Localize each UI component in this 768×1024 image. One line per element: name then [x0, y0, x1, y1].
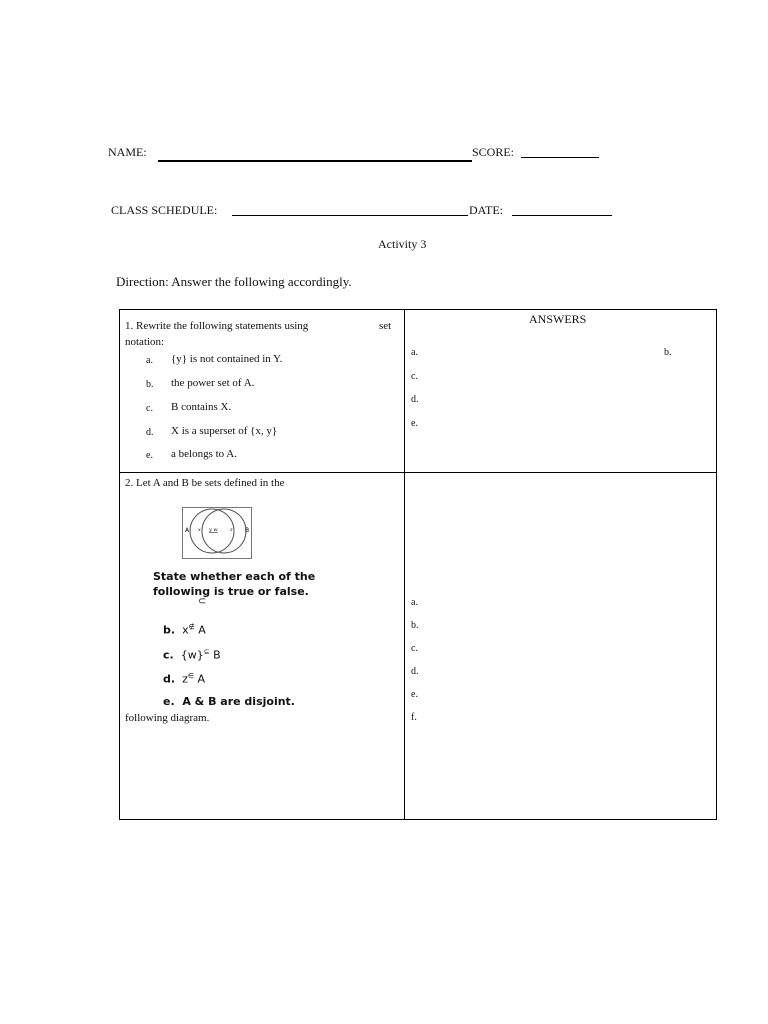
score-label: SCORE: — [472, 145, 515, 159]
answer-letter: f. — [411, 712, 417, 723]
class-schedule-field-line[interactable] — [232, 203, 468, 216]
answer-letter: e. — [411, 689, 418, 700]
class-schedule-label: CLASS SCHEDULE: — [111, 203, 218, 217]
q2-item-pre: {w} — [180, 648, 204, 662]
q2-item — [163, 695, 295, 708]
q2-item-letter: c. — [163, 648, 174, 662]
venn-element-yw: y w — [209, 527, 218, 533]
q2-item-pre: z — [182, 672, 188, 686]
subset-symbol: ⊂ — [198, 596, 207, 607]
date-label: DATE: — [469, 203, 503, 217]
q2-prompt-end: following diagram. — [125, 712, 210, 724]
answers-header: ANSWERS — [529, 312, 587, 326]
q2-item-pre: A & B are disjoint. — [182, 695, 295, 708]
venn-diagram — [182, 507, 252, 559]
answer-letter: a. — [411, 597, 418, 608]
venn-label-a: A — [185, 527, 190, 534]
q2-item-letter: b. — [163, 623, 176, 637]
q1-item-text: X is a superset of {x, y} — [171, 425, 278, 437]
q2-item — [163, 672, 205, 686]
q1-item-text: a belongs to A. — [171, 448, 237, 460]
date-field-line[interactable] — [512, 203, 612, 216]
q1-item-letter: e. — [146, 450, 153, 461]
q1-item-letter: b. — [146, 379, 154, 390]
score-field-line[interactable] — [521, 145, 599, 158]
q2-item-post: A — [198, 623, 206, 637]
q2-item-symbol: ⊆ — [203, 648, 210, 656]
column-divider — [404, 309, 405, 819]
q2-prompt: 2. Let A and B be sets defined in the — [125, 477, 285, 489]
answer-letter: d. — [411, 666, 419, 677]
q2-item-letter: d. — [163, 672, 176, 686]
venn-element-z: z — [230, 527, 233, 533]
answer-letter: d. — [411, 394, 419, 405]
answer-letter: a. — [411, 347, 418, 358]
venn-element-x: x — [198, 527, 201, 533]
name-label: NAME: — [108, 145, 147, 159]
q1-prompt-set: set — [379, 320, 392, 332]
direction-text: Direction: Answer the following accordingly. — [116, 274, 352, 289]
activity-title: Activity 3 — [378, 237, 427, 251]
q2-item-post: A — [197, 672, 205, 686]
q1-item-text: the power set of A. — [171, 377, 255, 389]
answer-letter: b. — [411, 620, 419, 631]
q2-item-pre: x — [182, 623, 189, 637]
q2-item-letter: e. — [163, 695, 175, 708]
q1-item-text: {y} is not contained in Y. — [171, 353, 283, 365]
answer-letter: b. — [664, 347, 672, 358]
answer-letter: e. — [411, 418, 418, 429]
q1-item-letter: a. — [146, 355, 153, 366]
q2-item-post: B — [213, 648, 221, 662]
q1-prompt-notation: notation: — [125, 336, 165, 348]
venn-label-b: B — [245, 527, 250, 534]
answer-letter: c. — [411, 643, 418, 654]
answer-letter: c. — [411, 371, 418, 382]
q2-item-symbol: ∉ — [188, 623, 195, 631]
q2-item — [163, 623, 206, 637]
q1-item-letter: c. — [146, 403, 153, 414]
row-divider — [119, 472, 716, 473]
q1-prompt: 1. Rewrite the following statements using — [125, 320, 309, 332]
q2-item-symbol: ∈ — [187, 672, 194, 680]
name-field-line[interactable] — [158, 147, 472, 162]
q2-item — [163, 648, 221, 662]
q1-item-letter: d. — [146, 427, 154, 438]
q1-item-text: B contains X. — [171, 401, 232, 413]
q2-instruction: State whether each of the following is true or false. — [153, 570, 316, 598]
